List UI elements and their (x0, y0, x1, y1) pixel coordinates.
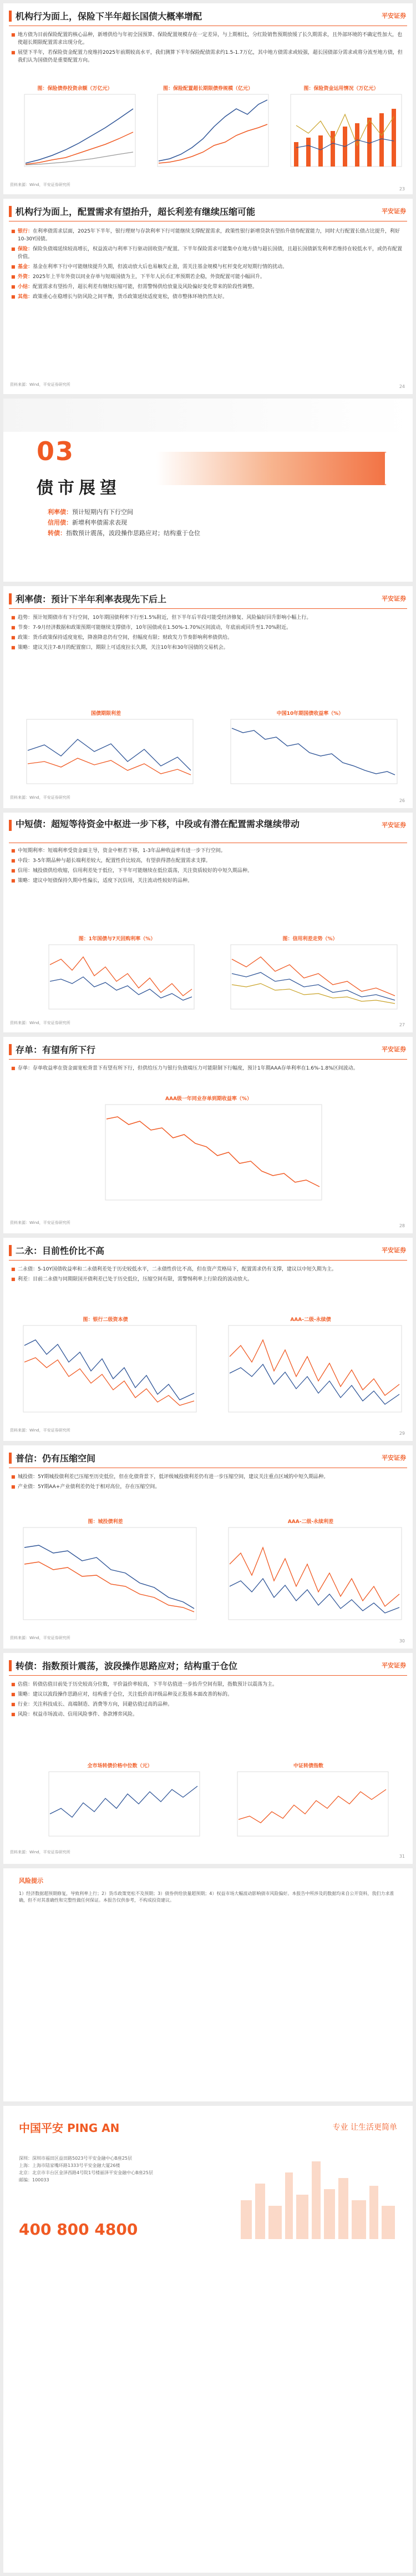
header-rule (9, 1675, 407, 1676)
slide-insurance (3, 3, 413, 194)
slide-footer: 资料来源：Wind，平安证券研究所 (10, 1428, 70, 1433)
slide-header (3, 1238, 413, 1261)
chart-insurance-funds (277, 84, 405, 179)
slide-title: 普信：仍有压缩空间 (16, 1453, 96, 1464)
title-accent-bar (9, 593, 12, 604)
chart-svg (219, 942, 402, 1017)
address-block (19, 2155, 153, 2184)
hotline: 400 800 4800 (19, 2220, 138, 2239)
risk-text: 1）经济数据超预期修复，导致利率上行；2）货币政策宽松不及预期；3）债券供给放量超预期；4）权益市场大幅波动影响债市风险偏好。本报告中所涉及的数据均来自公开资料，我们力求准确，但不对其准确性和完整性做任何保证。本报告仅供参考，不构成投资建议。 (19, 1891, 394, 1903)
chart-svg (277, 92, 405, 178)
section-item (48, 507, 200, 517)
slogan: 专业 让生活更简单 (332, 2123, 397, 2132)
slide-header (3, 199, 413, 222)
chart-insurance-balance (11, 84, 139, 179)
chart-title: 全市场转债价格中位数（元） (87, 1763, 153, 1769)
chart-aaa-tier2-perp-spread (216, 1518, 405, 1629)
bullet-list (11, 1065, 405, 1075)
chart-title: AAA-二级-永续债 (290, 1317, 331, 1323)
bullet: ■ 利差：目前二永债与同期限国开债利差已处于历史低位，压缩空间有限，需警惕利率上行阶段的波动放大。 (11, 1276, 405, 1283)
brand-label: 平安证券 (382, 12, 406, 19)
bullet: ■ 产业债：5Y期AA+产业债利差仍处于相对高位，存在压缩空间。 (11, 1483, 405, 1491)
chart-svg (11, 1525, 200, 1627)
title-accent-bar (9, 11, 12, 22)
slide-header (3, 1037, 413, 1060)
chart-title: 中证转债指数 (293, 1763, 323, 1769)
slide-footer: 资料来源：Wind，平安证券研究所 (10, 1636, 70, 1640)
brand-label: 平安证券 (382, 1247, 406, 1254)
chart-title: 图：1年国债与7天回购利率（%） (78, 936, 156, 942)
slide-footer: 资料来源：Wind，平安证券研究所 (10, 1021, 70, 1025)
section-item (48, 518, 200, 528)
slide-deposit (3, 1037, 413, 1233)
bullet-list (11, 614, 405, 654)
slide-title: 机构行为面上，配置需求有望抬升，超长利差有继续压缩可能 (16, 206, 256, 217)
bullet (11, 263, 405, 271)
chart-svg (37, 942, 197, 1017)
slide-institution-behavior (3, 199, 413, 394)
section-item-text: 预计短期内有下行空间 (72, 508, 133, 516)
page-number: 26 (399, 798, 405, 803)
brand-label: 平安证券 (382, 821, 406, 829)
chart-svg (14, 717, 197, 792)
chart-svg (216, 1323, 405, 1420)
section-number: 03 (37, 436, 75, 466)
bullet: ■ 存单：存单收益率在资金面宽松背景下有望有所下行，但供给压力与银行负债端压力可能限制下行幅度，预计1年期AAA存单利率在1.6%-1.8%区间波动。 (11, 1065, 405, 1072)
bullet: ■ 政策：货币政策保持适度宽松，降准降息仍有空间，但幅度有限；财政发力节奏影响利率债供给。 (11, 634, 405, 642)
chevron-right-icon (385, 452, 397, 485)
header-rule (9, 1059, 407, 1060)
chart-title: AAA-二级-永续利差 (287, 1519, 334, 1525)
slide-tier2 (3, 1238, 413, 1441)
slide-title: 二永：目前性价比不高 (16, 1246, 105, 1256)
chart-svg (11, 1323, 200, 1420)
slide-rates (3, 586, 413, 808)
bullet (11, 293, 405, 301)
section-item-key: 利率债： (48, 508, 72, 516)
chart-title: 国债期限利差 (90, 711, 121, 717)
slide-title: 中短债：超短等待资金中枢进一步下移，中段或有潜在配置需求继续带动 (16, 819, 300, 829)
bullet-text: 保险负债端延续较高增长，权益波动与利率下行驱动固收资产配置。下半年保险需求可能集中在地方债与超长国债，且超长国债新发利率若维持在较低水平，或仍有配置价值。 (18, 246, 403, 260)
slide-header (3, 1653, 413, 1676)
chart-title: 图：保险债券投资余额（万亿元） (37, 86, 113, 92)
slide-footer: 资料来源：Wind，平安证券研究所 (10, 1850, 70, 1854)
bullet: ■ 展望下半年，若保险资金配置力度维持2025年前期较高水平，我们测算下半年保险配债需求约1.5-1.7万亿，其中地方债需求或较强，超长国债部分需求或将分流至地方债，但我们认为国债仍是重要配置方向。 (11, 49, 405, 64)
slide-footer: 资料来源：Wind，平安证券研究所 (10, 183, 70, 187)
address-line: 北京：北京市丰台区金泽西路4号院1号楼丽泽平安金融中心B座25层 (19, 2170, 153, 2175)
slide-footer: 资料来源：Wind，平安证券研究所 (10, 795, 70, 800)
bullet-list (11, 1266, 405, 1286)
section-items (48, 507, 200, 539)
chart-svg (225, 1770, 392, 1844)
pingan-logo: 中国平安 PING AN (19, 2121, 120, 2135)
slide-header (3, 586, 413, 609)
section-item-text: 新增利率债需求表现 (72, 519, 127, 526)
bullet (11, 273, 405, 281)
slide-header (3, 813, 413, 844)
brand-label: 平安证券 (382, 1454, 406, 1461)
chart-term-spread (14, 709, 197, 793)
chart-title: AAA级一年同业存单到期收益率（%） (165, 1096, 252, 1102)
page-number: 29 (399, 1431, 405, 1436)
slide-convertible (3, 1653, 413, 1864)
chart-csi-cb-index (225, 1762, 392, 1845)
bullet-key: 外资： (18, 274, 33, 280)
bullet (11, 228, 405, 243)
bullet-text: 配置需求有望抬升，超长利差有继续压缩可能，但需警惕供给放量及风险偏好变化带来的阶段性调整。 (33, 284, 258, 290)
bullet: ■ 信用：城投债供给收缩，信用利差处于低位，下半年可能继续在低位震荡，关注资质较好的中短久期品种。 (11, 867, 405, 875)
chart-1y-repo (37, 935, 197, 1018)
bullet-text: 基金在利率下行中可能继续提升久期，但波动放大后也易触发止盈，需关注基金规模与杠杆变化对短期行情的扰动。 (33, 264, 288, 270)
address-line: 邮编：100033 (19, 2177, 49, 2182)
chart-title: 图：保险资金运用情况（万亿元） (303, 86, 379, 92)
slide-title: 机构行为面上，保险下半年超长国债大概率增配 (16, 11, 202, 22)
header-rule (9, 1260, 407, 1261)
address-line: 深圳：深圳市福田区益田路5023号平安金融中心B座25层 (19, 2156, 133, 2161)
back-cover (3, 2106, 413, 2573)
chart-municipal-spread (11, 1518, 200, 1629)
bullet: ■ 策略：建议中短债保持久期中性偏长，适度下沉信用，关注流动性较好的品种。 (11, 877, 405, 885)
bullet: ■ 城投债：5Y期城投债利差已压缩至历史低位，但在化债背景下，低评级城投债利差仍有进一步压缩空间，建议关注重点区域的中短久期品种。 (11, 1473, 405, 1481)
chart-title: 中国10年期国债收益率（%） (276, 711, 344, 717)
bullet-text: 在利率债需求层面，2025年下半年，银行理财与存款利率下行可能继续支撑配置需求，政策性银行新增贷款有望抬升债券配置能力，同时大行配置长债占比提升，利好10-30Y国债。 (18, 229, 400, 242)
title-accent-bar (9, 820, 12, 831)
chart-svg (11, 92, 139, 178)
chart-title: 图：城投债利差 (88, 1519, 123, 1525)
page-number: 23 (399, 186, 405, 191)
bullet: ■ 中短期利率：短端利率受资金面主导，资金中枢若下移，1-3年品种收益率有进一步下行空间。 (11, 847, 405, 855)
page-number: 24 (399, 384, 405, 389)
bullet: ■ 趋势：预计短期债市有下行空间，10年期国债利率下行至1.5%附近，但下半年后半段可能受经济修复、风险偏好回升影响小幅上行。 (11, 614, 405, 622)
bullet-list (11, 228, 405, 303)
slide-title: 转债：指数预计震荡，波段操作思路应对；结构重于仓位 (16, 1661, 238, 1671)
bullet-key: 基金： (18, 264, 33, 270)
chart-aaa-cd-yield (92, 1095, 325, 1211)
title-accent-bar (9, 1044, 12, 1055)
chart-title: 图：信用利差走势（%） (282, 936, 338, 942)
risk-title: 风险提示 (19, 1877, 43, 1884)
bullet-list (11, 31, 405, 67)
header-rule (9, 608, 407, 609)
chart-insurance-long-bonds (144, 84, 272, 179)
section-item-key: 信用债： (48, 519, 72, 526)
bullet: ■ 风险：权益市场波动、信用风险事件、条款博弈风险。 (11, 1711, 405, 1718)
title-accent-bar (9, 1453, 12, 1464)
title-accent-bar (9, 206, 12, 217)
chart-cb-price-median (37, 1762, 203, 1845)
section-divider (3, 399, 413, 582)
bullet-text: 政策重心在稳增长与防风险之间平衡，货币政策延续适度宽松，债市整体环境仍然友好。 (33, 294, 228, 300)
section-title: 债市展望 (37, 478, 121, 498)
page-number: 30 (399, 1639, 405, 1644)
chart-svg (144, 92, 272, 178)
bullet (11, 283, 405, 291)
chart-title: 图：银行二级资本债 (83, 1317, 128, 1323)
address-line: 上海：上海市陆家嘴环路1333号平安金融大厦26楼 (19, 2163, 120, 2168)
bullet: ■ 估值：转债估值目前处于历史较高分位数，平价溢价率较高，下半年估值进一步抬升空间有限，指数预计以震荡为主。 (11, 1681, 405, 1688)
bullet: ■ 节奏：7-9月经济数据和政策预期可能继续支撑债市，10年国债或在1.50%-1.70%区间波动，年底前或回升至1.70%附近。 (11, 624, 405, 632)
chart-svg (216, 1525, 405, 1627)
title-accent-bar (9, 1245, 12, 1256)
bullet-list (11, 847, 405, 887)
bullet-key: 其他： (18, 294, 33, 300)
bullet: ■ 二永债：5-10Y国债收益率和二永债利差处于历史较低水平，二永债性价比不高，但在资产荒格局下，配置需求仍有支撑，建议以中短久期为主。 (11, 1266, 405, 1273)
chart-tier2-bonds (11, 1315, 200, 1421)
bullet-list (11, 1473, 405, 1493)
chart-title: 图：保险配置超长期限债券规模（亿元） (163, 86, 253, 92)
chart-svg (92, 1102, 325, 1210)
bullet: ■ 行业：关注科技成长、高端制造、消费等方向，回避估值过高的品种。 (11, 1701, 405, 1708)
chart-credit-spread (219, 935, 402, 1018)
chart-10y-yield (219, 709, 402, 793)
slide-title: 利率债：预计下半年利率表现先下后上 (16, 594, 167, 604)
bullet: ■ 策略：建议关注7-8月的配置窗口，期限上可适度拉长久期，关注10年和30年国债的交易机会。 (11, 644, 405, 652)
chart-aaa-tier2-perp (216, 1315, 405, 1421)
slide-risk (3, 1868, 413, 2101)
chart-svg (37, 1770, 203, 1844)
bullet-key: 小结： (18, 284, 33, 290)
bullet-text: 2025年上半年外资以同业存单与短端国债为主，下半年人民币汇率预期若企稳，外资配置可能小幅回升。 (33, 274, 265, 280)
brand-label: 平安证券 (382, 595, 406, 602)
brand-label: 平安证券 (382, 208, 406, 215)
section-top-strip (3, 399, 413, 432)
section-item-text: 指数预计震荡，波段操作思路应对；结构重于仓位 (66, 530, 200, 537)
slide-header (3, 3, 413, 27)
slide-footer: 资料来源：Wind，平安证券研究所 (10, 1221, 70, 1225)
slide-muni (3, 1445, 413, 1649)
slide-credit (3, 813, 413, 1032)
brand-label: 平安证券 (382, 1662, 406, 1669)
brand-label: 平安证券 (382, 1046, 406, 1053)
section-item (48, 528, 200, 538)
city-skyline-icon (235, 2150, 402, 2239)
title-accent-bar (9, 1660, 12, 1671)
bullet (11, 245, 405, 261)
bullet-key: 银行： (18, 229, 33, 234)
page-number: 27 (399, 1022, 405, 1027)
section-item-key: 转债： (48, 530, 66, 537)
slide-title: 存单：有望有所下行 (16, 1045, 96, 1055)
bullet: ■ 地方债为目前保险配置的核心品种，新增供给与年初全国预算、保险配置规模存在一定差异，与上期相比，分红险销售预期放缓了长久期需求，且外部环境的不确定性加大，也使超长期限配置需求出现分化。 (11, 31, 405, 47)
bullet-list (11, 1681, 405, 1721)
bullet: ■ 中段：3-5年期品种与超长端利差较大，配置性价比较高，有望获得潜在配置需求支撑。 (11, 857, 405, 865)
page-number: 31 (399, 1854, 405, 1859)
chart-svg (219, 717, 402, 792)
slide-footer: 资料来源：Wind，平安证券研究所 (10, 382, 70, 387)
slide-header (3, 1445, 413, 1469)
bullet-key: 保险： (18, 246, 33, 252)
page-number: 28 (399, 1223, 405, 1228)
bullet: ■ 策略：建议以波段操作思路应对，结构重于仓位，关注低价高评级品种及正股基本面改善的标的。 (11, 1691, 405, 1698)
